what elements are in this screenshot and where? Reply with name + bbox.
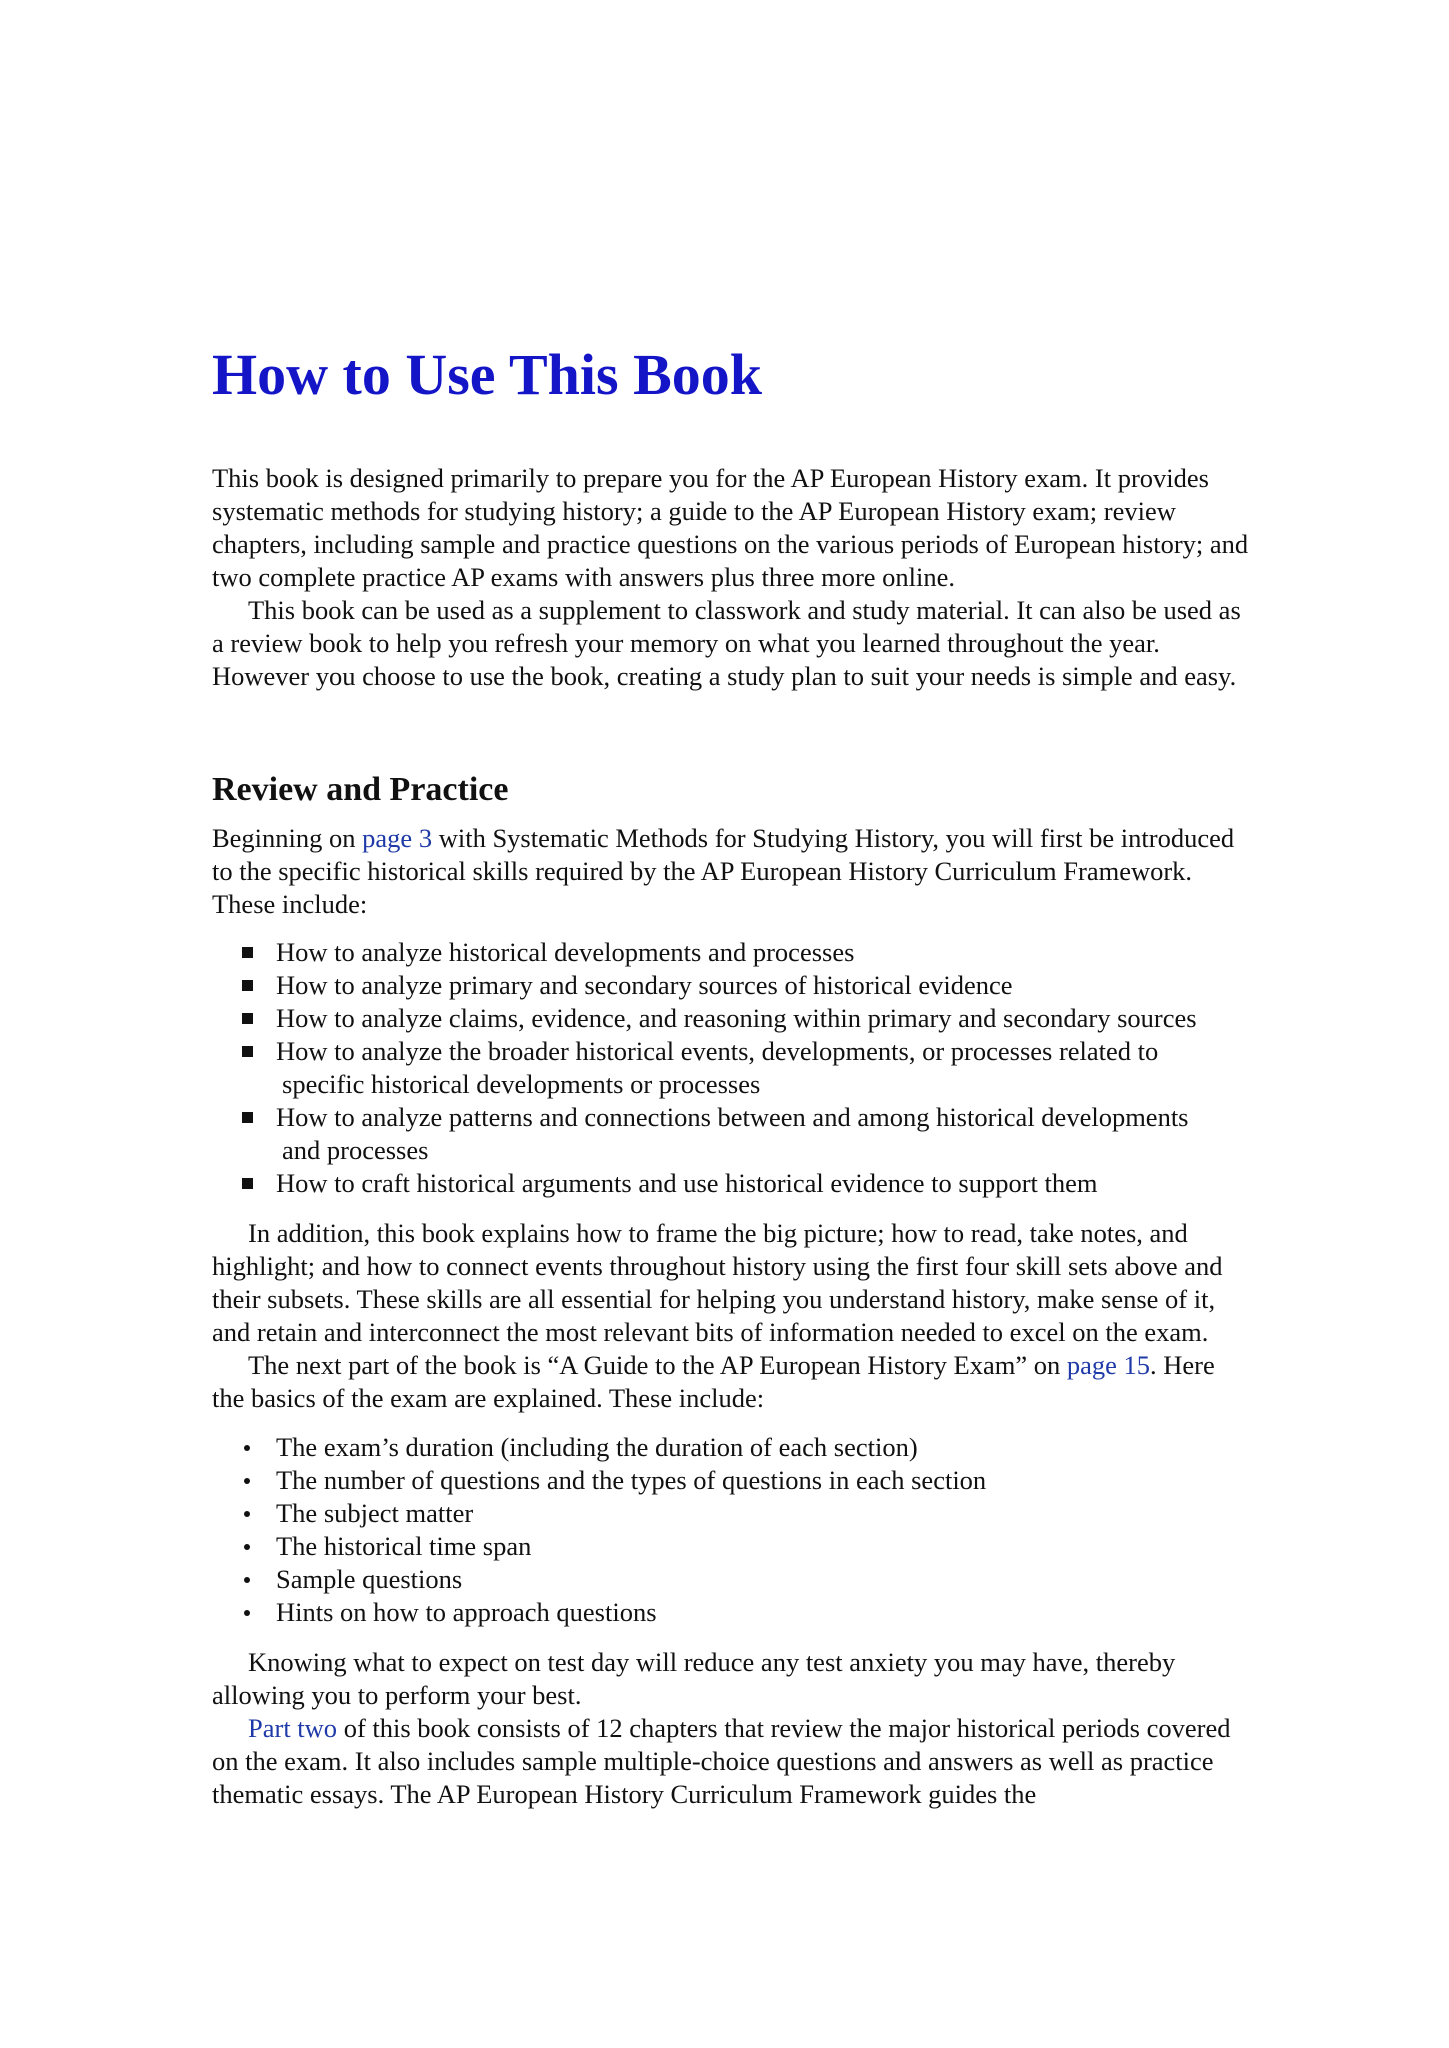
body-paragraph — [212, 822, 1252, 921]
skills-list — [212, 936, 1252, 1200]
list-item: The exam’s duration (including the duration of each section) — [212, 1431, 1252, 1464]
review-section — [212, 768, 1252, 1811]
paragraph-text: of this book consists of 12 chapters that review the major historical periods covered on the exam. It also includes sample multiple-choice questions and answers as well as practice thematic essays. The AP European History Curriculum Framework guides the — [212, 1713, 1231, 1809]
body-paragraph: In addition, this book explains how to frame the big picture; how to read, take notes, and highlight; and how to connect events throughout history using the first four skill sets above and their subsets. These skills are all essential for helping you understand history, make sense of it, and retain and interconnect the most relevant bits of information needed to excel on the exam. — [212, 1218, 1223, 1347]
section-heading: Review and Practice — [212, 771, 509, 808]
paragraph-text: . Here the basics of the exam are explained. These include: — [212, 1350, 1215, 1413]
page-link[interactable]: page 15 — [1066, 1350, 1151, 1380]
list-item: The number of questions and the types of questions in each section — [212, 1464, 1252, 1497]
list-item — [212, 1002, 1252, 1035]
list-item: The subject matter — [212, 1497, 1252, 1530]
list-item-text: How to analyze historical developments and processes — [276, 937, 855, 967]
list-item-text: How to analyze primary and secondary sources of historical evidence — [276, 970, 1013, 1000]
list-item — [212, 969, 1252, 1002]
list-item: The historical time span — [212, 1530, 1252, 1563]
list-item — [212, 936, 1252, 969]
page-link[interactable]: page 3 — [362, 823, 433, 853]
list-item-text: How to analyze claims, evidence, and reasoning within primary and secondary sources — [276, 1003, 1197, 1033]
list-item-text: specific historical developments or processes — [282, 1069, 761, 1099]
body-paragraph — [212, 1712, 1252, 1811]
list-item-text: and processes — [282, 1135, 429, 1165]
paragraph-text: The next part of the book is “A Guide to the AP European History Exam” on — [248, 1350, 1067, 1380]
list-item-text: How to craft historical arguments and use historical evidence to support them — [276, 1168, 1098, 1198]
part-two-link[interactable]: Part two — [248, 1713, 338, 1743]
list-item — [212, 1101, 1252, 1167]
body-paragraph: Knowing what to expect on test day will reduce any test anxiety you may have, thereby allowing you to perform your best. — [212, 1647, 1176, 1710]
list-item: Sample questions — [212, 1563, 1252, 1596]
intro-section — [212, 462, 1252, 693]
paragraph-text: with Systematic Methods for Studying History, you will first be introduced to the specific historical skills required by the AP European History Curriculum Framework. These include: — [212, 823, 1235, 919]
body-paragraph — [212, 1349, 1252, 1415]
intro-paragraph: This book is designed primarily to prepare you for the AP European History exam. It provides systematic methods for studying history; a guide to the AP European History exam; review chapters, including sample and practice questions on the various periods of European history; and two complete practice AP exams with answers plus three more online. — [212, 463, 1249, 592]
list-item: Hints on how to approach questions — [212, 1596, 1252, 1629]
paragraph-text: Beginning on — [212, 823, 363, 853]
list-item-text: How to analyze the broader historical events, developments, or processes related to — [276, 1036, 1159, 1066]
intro-paragraph: This book can be used as a supplement to classwork and study material. It can also be used as a review book to help you refresh your memory on what you learned throughout the year. However you choose to use the book, creating a study plan to suit your needs is simple and easy. — [212, 595, 1241, 691]
list-item — [212, 1167, 1252, 1200]
list-item-text: How to analyze patterns and connections between and among historical developments — [276, 1102, 1189, 1132]
list-item — [212, 1035, 1252, 1101]
exam-basics-list — [212, 1431, 1252, 1629]
page-title: How to Use This Book — [212, 342, 763, 407]
